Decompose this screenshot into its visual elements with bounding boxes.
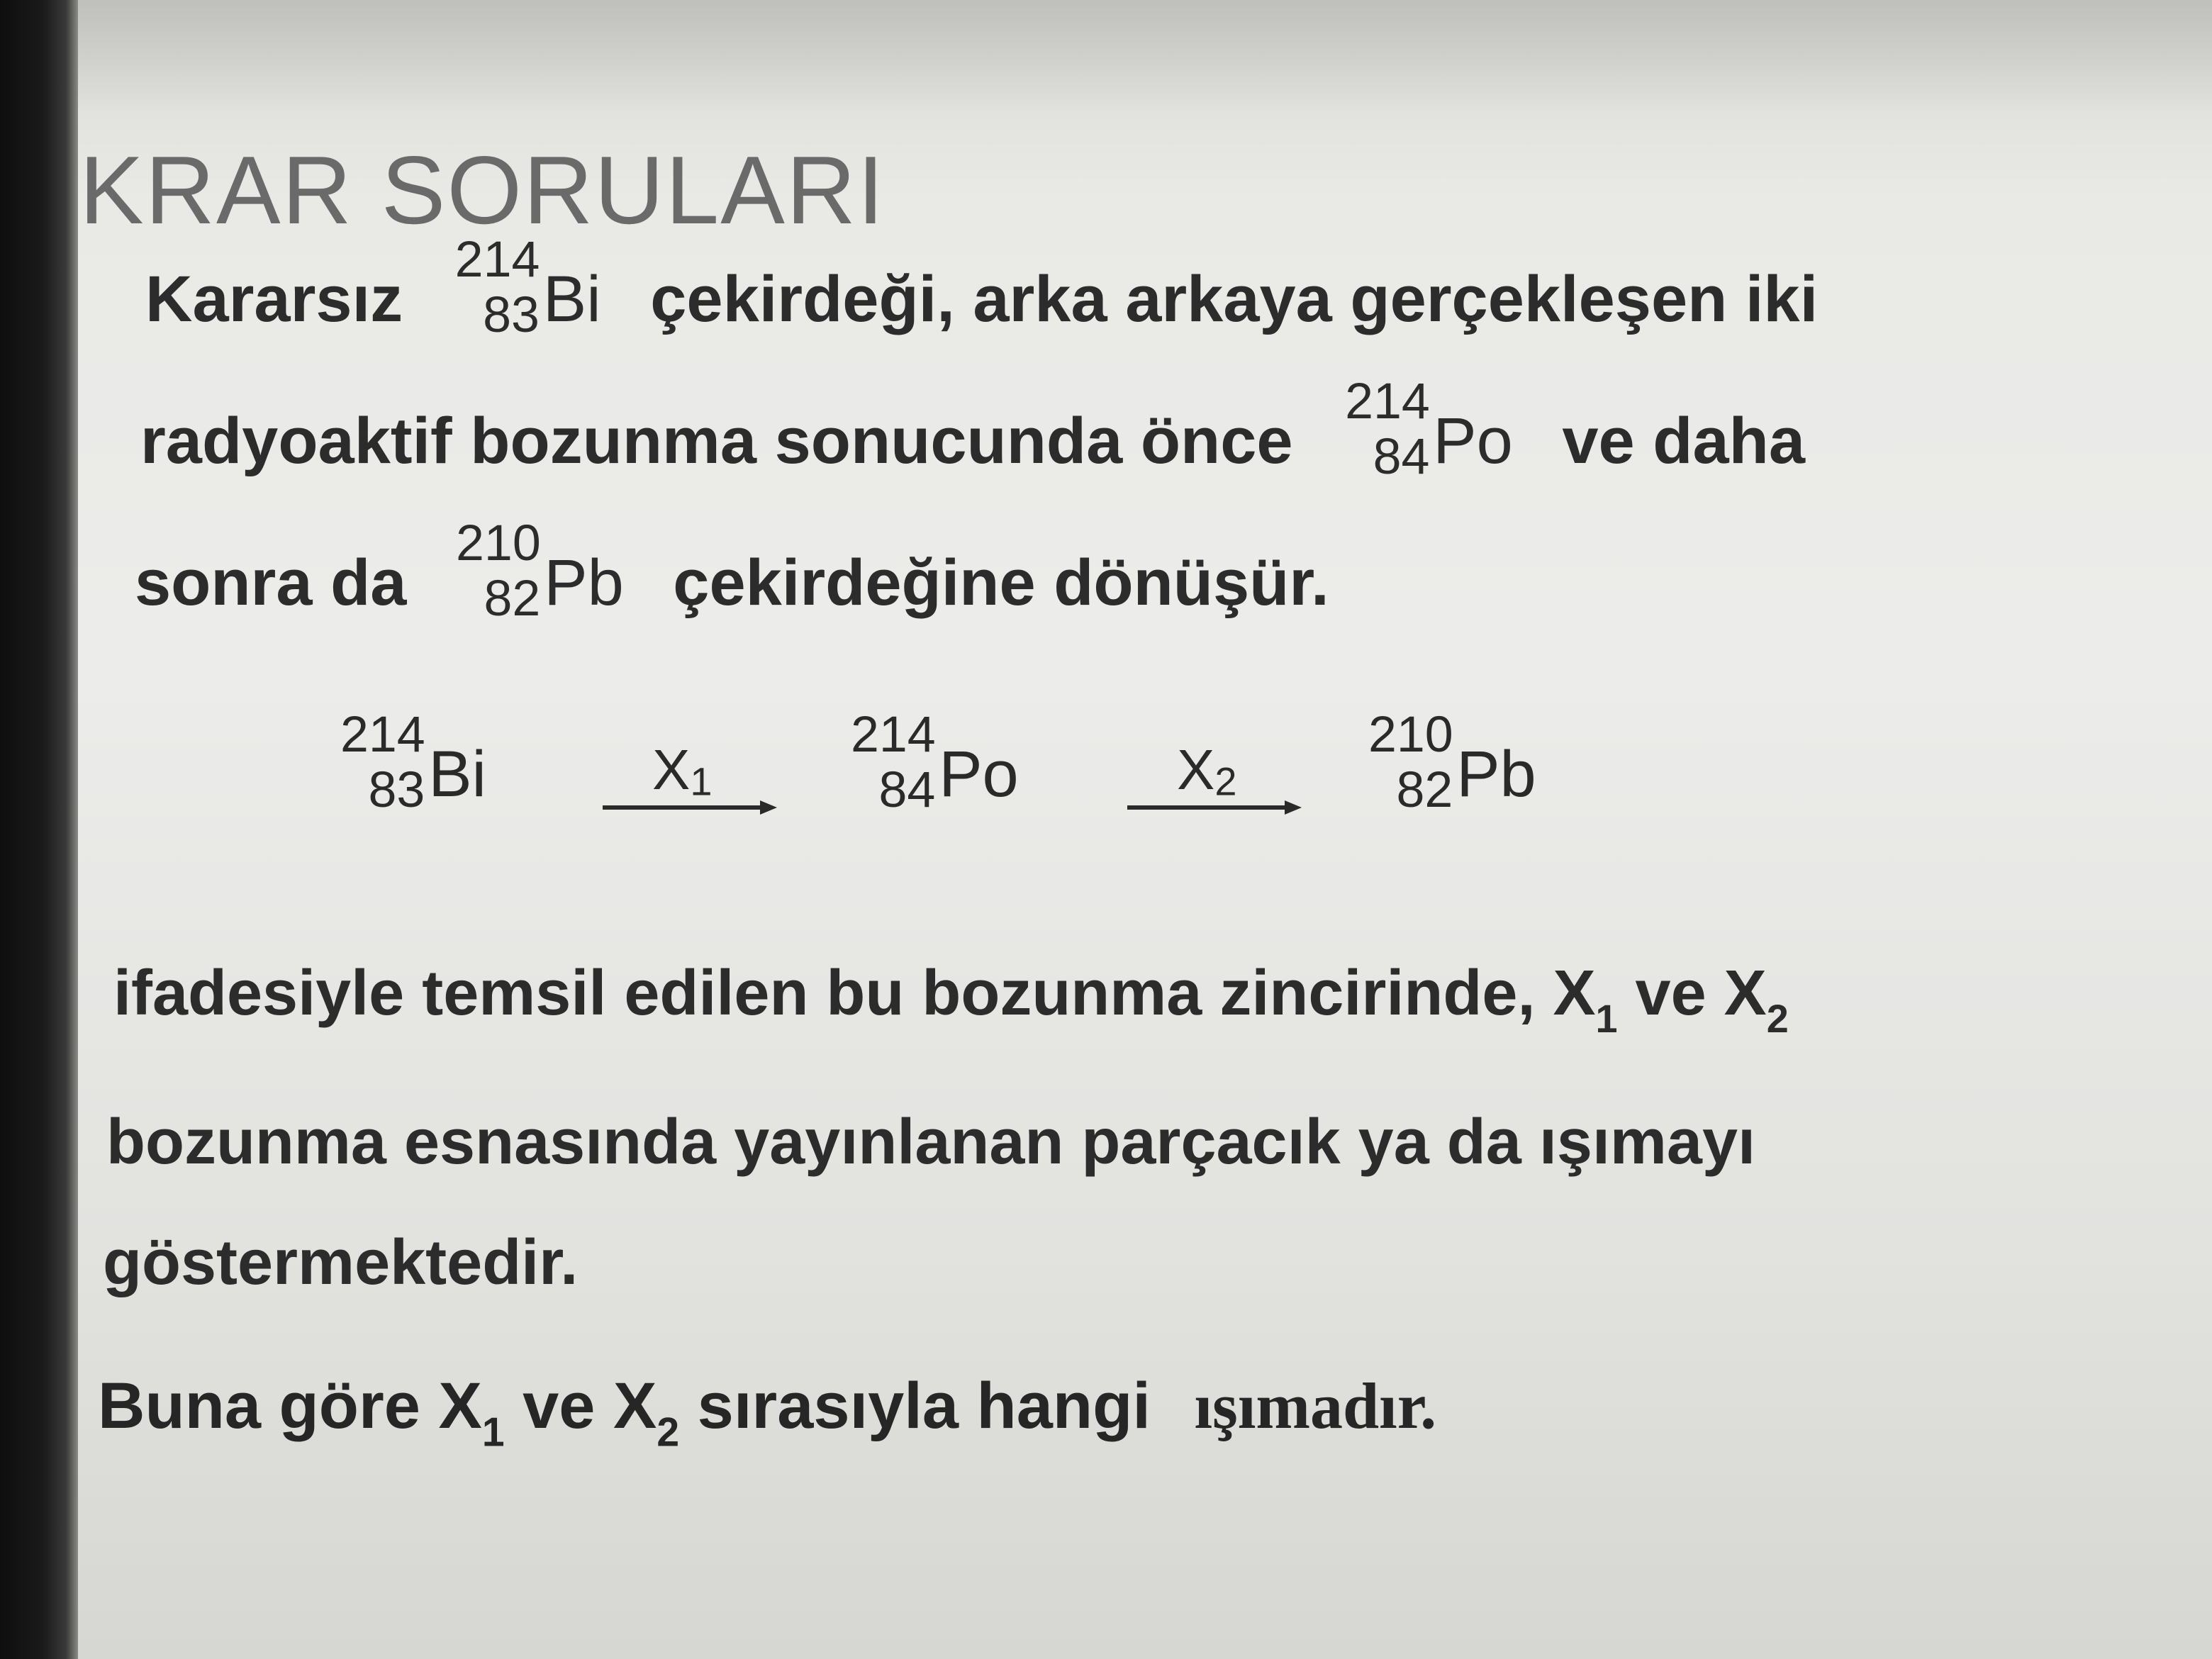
nuclide-atomic: 82 xyxy=(484,570,541,627)
screen-bezel xyxy=(0,0,78,1659)
nuclide-mass: 214 xyxy=(454,230,540,288)
nuclide-atomic: 83 xyxy=(368,761,425,819)
nuclide-symbol: Pb xyxy=(544,547,624,619)
nuclide-pb-210 xyxy=(1368,705,1536,819)
arrow-head-icon xyxy=(760,800,777,815)
equation-nuclide-po xyxy=(851,705,1019,819)
nuclide-symbol: Pb xyxy=(1456,738,1536,810)
nuclide-atomic: 84 xyxy=(878,761,936,819)
question-line-1 xyxy=(145,230,1819,344)
nuclide-symbol: Bi xyxy=(542,263,601,335)
nuclide-mass: 210 xyxy=(456,514,541,571)
nuclide-po-214 xyxy=(851,705,1019,819)
line-1-text-pre: Kararsız xyxy=(145,263,403,335)
arrow-shaft xyxy=(1127,805,1290,810)
nuclide-bi-214 xyxy=(340,705,486,819)
equation-nuclide-bi xyxy=(340,705,486,819)
line-2-text-post: ve daha xyxy=(1562,405,1806,477)
top-shadow xyxy=(78,0,2212,113)
question-line-3 xyxy=(135,514,1329,627)
nuclide-bi-214 xyxy=(454,230,601,344)
nuclide-atomic: 84 xyxy=(1373,428,1430,486)
arrow-shaft xyxy=(603,805,766,810)
nuclide-atomic: 83 xyxy=(483,286,540,344)
equation-nuclide-pb xyxy=(1368,705,1536,819)
decay-arrow-1 xyxy=(603,737,787,822)
question-line-2 xyxy=(140,372,1806,486)
line-1-text-post: çekirdeği, arka arkaya gerçekleşen iki xyxy=(650,263,1819,335)
nuclide-symbol: Bi xyxy=(428,738,486,810)
nuclide-po-214 xyxy=(1345,372,1513,486)
question-line-6: göstermektedir. xyxy=(103,1227,579,1298)
line-3-text-post: çekirdeğine dönüşür. xyxy=(673,547,1329,619)
line-2-text-pre: radyoaktif bozunma sonucunda önce xyxy=(140,405,1293,477)
question-prompt: Buna göre $X_1$ ve $X_2$ sırasıyla hangi ışımadır. xyxy=(98,1370,1437,1456)
question-line-4: ifadesiyle temsil edilen bu bozunma zincirinde, $X_1$ ve $X_2$ xyxy=(113,958,1789,1041)
section-title: KRAR SORULARI xyxy=(79,136,886,244)
question-line-5: bozunma esnasında yayınlanan parçacık ya da ışımayı xyxy=(106,1107,1756,1178)
nuclide-pb-210 xyxy=(456,514,624,627)
nuclide-mass: 214 xyxy=(340,705,425,763)
arrow-head-icon xyxy=(1285,800,1302,815)
nuclide-symbol: Po xyxy=(939,738,1019,810)
decay-arrow-2 xyxy=(1127,737,1312,822)
nuclide-symbol: Po xyxy=(1433,405,1513,477)
nuclide-mass: 214 xyxy=(851,705,936,763)
nuclide-mass: 210 xyxy=(1368,705,1453,763)
question-prompt-tail: ışımadır. xyxy=(1194,1370,1437,1442)
nuclide-atomic: 82 xyxy=(1396,761,1453,819)
arrow-label-x2: $X_2$ xyxy=(1177,738,1237,804)
line-3-text-pre: sonra da xyxy=(135,547,407,619)
nuclide-mass: 214 xyxy=(1345,372,1430,430)
arrow-label-x1: $X_1$ xyxy=(652,738,713,804)
